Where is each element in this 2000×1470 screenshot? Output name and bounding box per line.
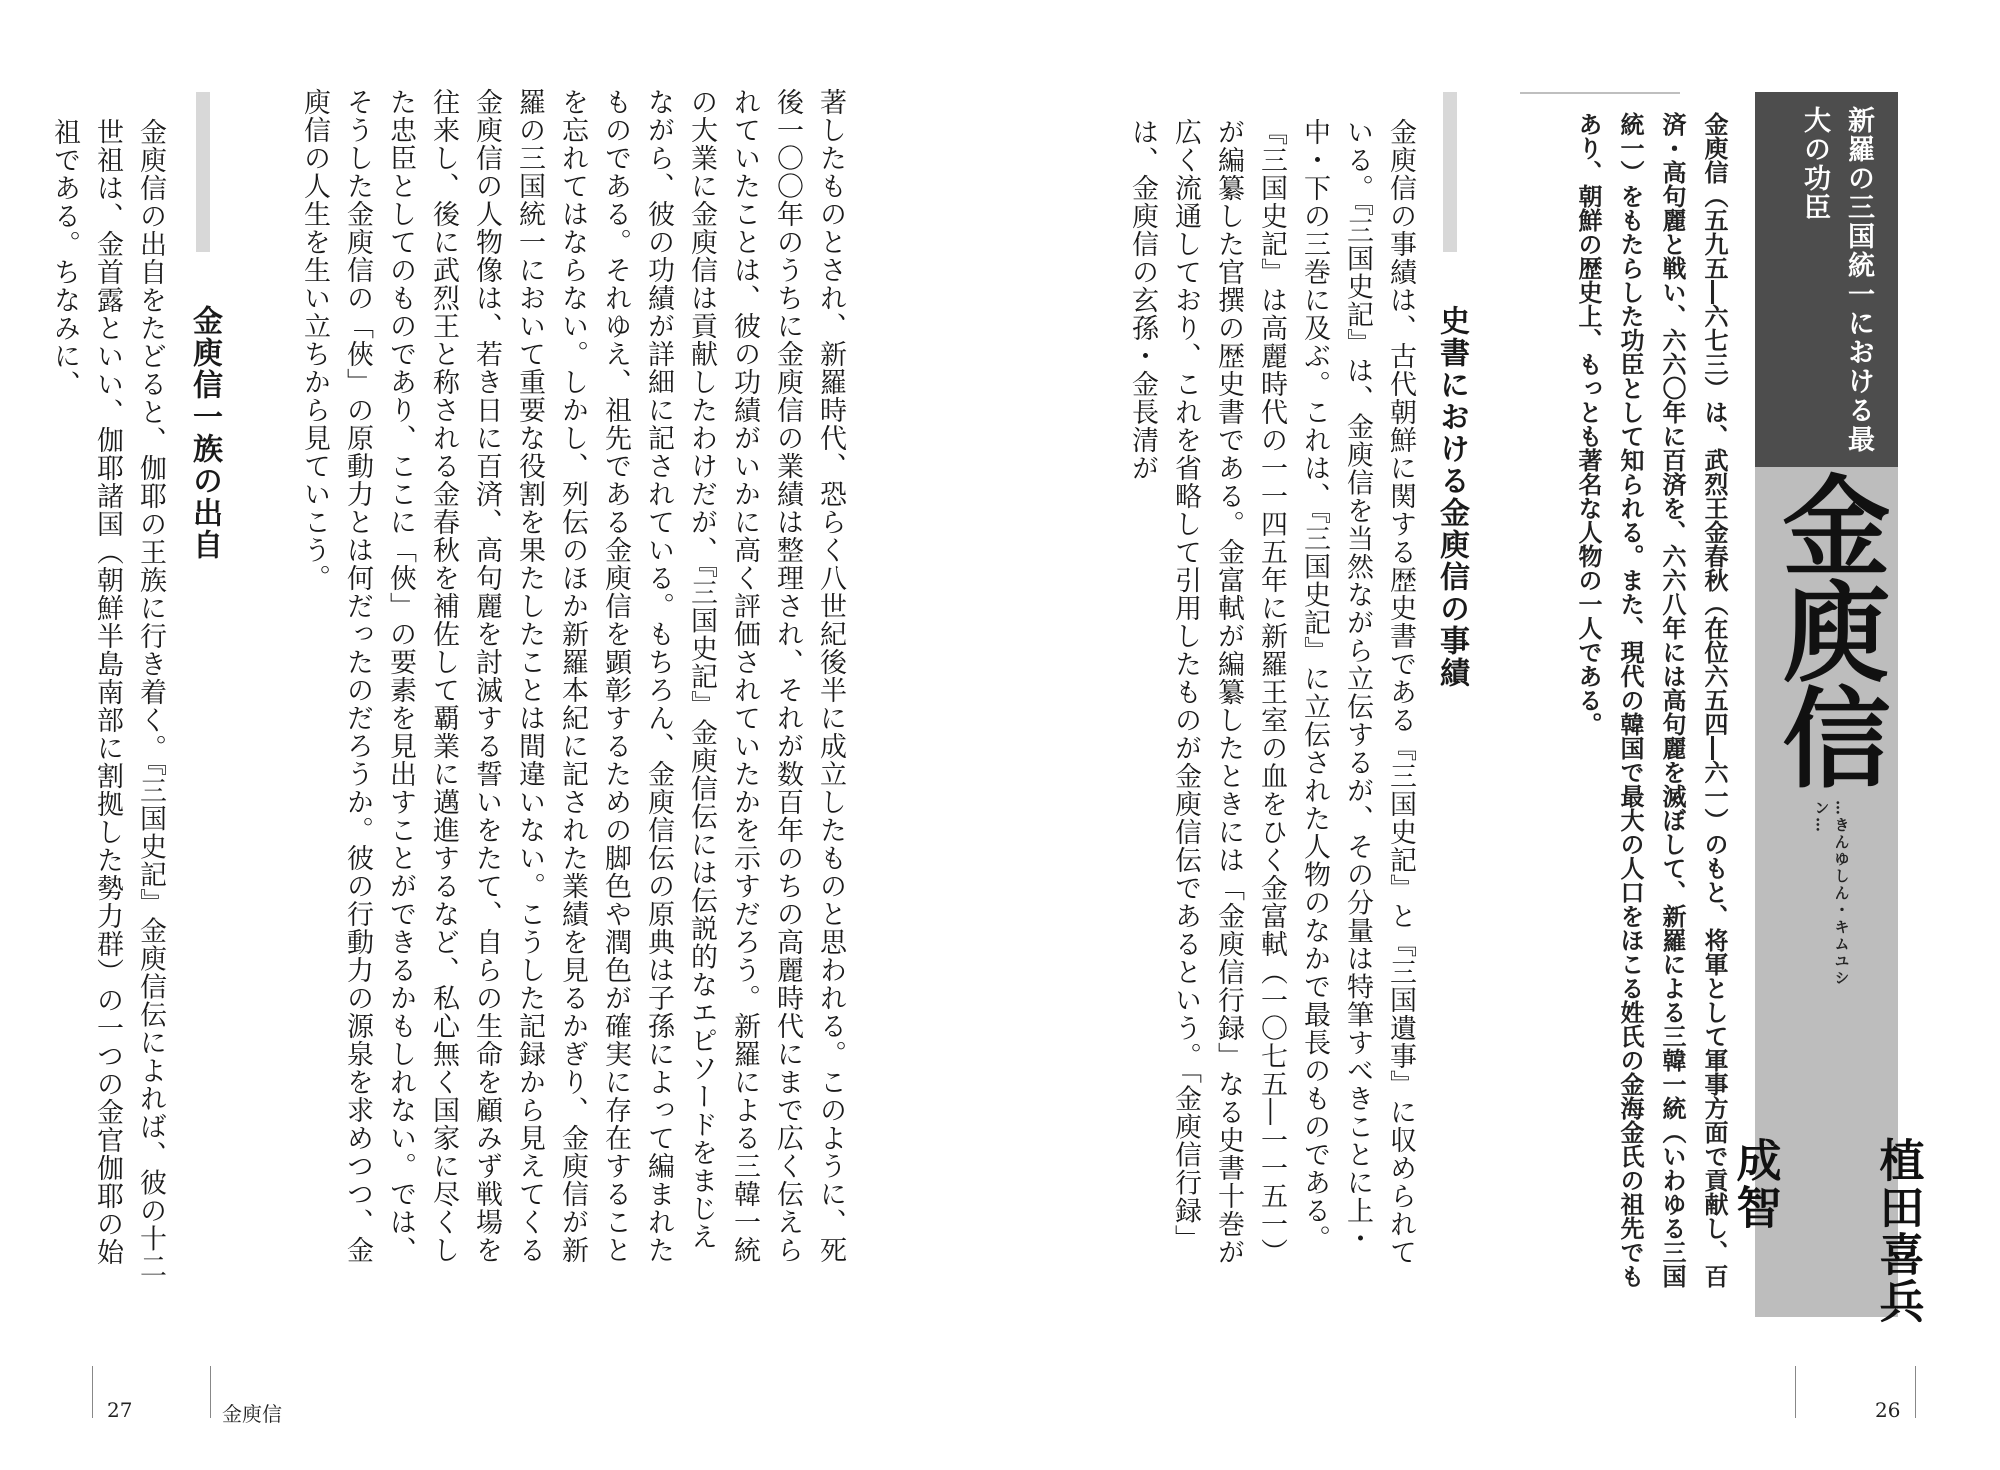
chapter-author: 植田喜兵成智 [1728, 1137, 1925, 1325]
footer-tick [1915, 1366, 1916, 1418]
section-marker-bar [1443, 92, 1457, 252]
footer-tick [1795, 1366, 1796, 1418]
page-number-right: 26 [1875, 1398, 1901, 1422]
chapter-author-wrap [1728, 1137, 1925, 1337]
running-head: 金庾信 [222, 1402, 282, 1426]
section-heading-history: 史書における金庾信の事績 [1434, 305, 1469, 689]
body-text-right: 金庾信の事績は、古代朝鮮に関する歴史書である『三国史記』と『三国遺事』に収められている。『三国史記』は、金庾信を当然ながら立伝するが、その分量は特筆すべきことに上・中・下の三巻に及ぶ。これは、『三国史記』に立伝された人物のなかで最長のものである。『三国史記』は高麗時代の一一四五年に新羅王室の血をひく金富軾（一〇七五―一一五一）が編纂した官撰の歴史書である。金富軾が編纂したときには「金庾信行録」なる史書十巻が広く流通しており、これを省略して引用したものが金庾信伝であるという。「金庾信行録」は、金庾信の玄孫・金長清が [1127, 118, 1416, 1266]
footer-tick [210, 1366, 211, 1418]
section-heading-origin: 金庾信一族の出自 [187, 305, 222, 561]
chapter-title-reading: …きんゆしん・キムユシン… [1812, 800, 1851, 987]
section-marker-bar [196, 92, 210, 252]
intro-divider [1520, 92, 1680, 94]
chapter-heading-block [1728, 92, 1925, 1325]
page-number-left: 27 [107, 1398, 133, 1422]
chapter-title-reading-wrap [1755, 800, 1898, 1020]
intro-paragraph: 金庾信（五九五―六七三）は、武烈王金春秋（在位六五四―六一）のもと、将軍として軍事方面で貢献し、百済・高句麗と戦い、六六〇年に百済を、六六八年には高句麗を滅ぼして、新羅による三韓一統（いわゆる三国統一）をもたらした功臣として知られる。また、現代の韓国で最大の人口をほこる姓氏の金海金氏の祖先でもあり、朝鮮の歴史上、もっとも著名な人物の一人である。 [1574, 112, 1728, 1288]
chapter-title-wrap [1755, 470, 1898, 790]
body-text-left-section: 金庾信の出自をたどると、伽耶の王族に行き着く。『三国史記』金庾信伝によれば、彼の十二世祖は、金首露といい、伽耶諸国（朝鮮半島南部に割拠した勢力群）の一つの金官伽耶の始祖である。ちなみに、 [49, 118, 166, 1281]
footer-tick [92, 1366, 93, 1418]
chapter-title: 金庾信 [1764, 470, 1890, 788]
chapter-subtitle: 新羅の三国統一における最大の功臣 [1799, 106, 1874, 454]
chapter-subtitle-band [1755, 92, 1898, 467]
body-text-left-main: 著したものとされ、新羅時代、恐らく八世紀後半に成立したものと思われる。このように、死後一〇〇年のうちに金庾信の業績は整理され、それが数百年のちの高麗時代にまで広く伝えられていたことは、彼の功績がいかに高く評価されていたかを示すだろう。新羅による三韓一統の大業に金庾信は貢献したわけだが、『三国史記』金庾信伝には伝説的なエピソードをまじえながら、彼の功績が詳細に記されている。もちろん、金庾信伝の原典は子孫によって編まれたものである。それゆえ、祖先である金庾信を顕彰するための脚色や潤色が確実に存在することを忘れてはならない。しかし、列伝のほか新羅本紀に記された業績を見るかぎり、金庾信が新羅の三国統一において重要な役割を果たしたことは間違いない。こうした記録から見えてくる金庾信の人物像は、若き日に百済、高句麗を討滅する誓いをたて、自らの生命を顧みず戦場を往来し、後に武烈王と称される金春秋を補佐して覇業に邁進するなど、私心無く国家に尽くした忠臣としてのものであり、ここに「俠」の要素を見出すことができるかもしれない。では、そうした金庾信の「俠」の原動力とは何だったのだろうか。彼の行動力の源泉を求めつつ、金庾信の人生を生い立ちから見ていこう。 [299, 88, 846, 1264]
